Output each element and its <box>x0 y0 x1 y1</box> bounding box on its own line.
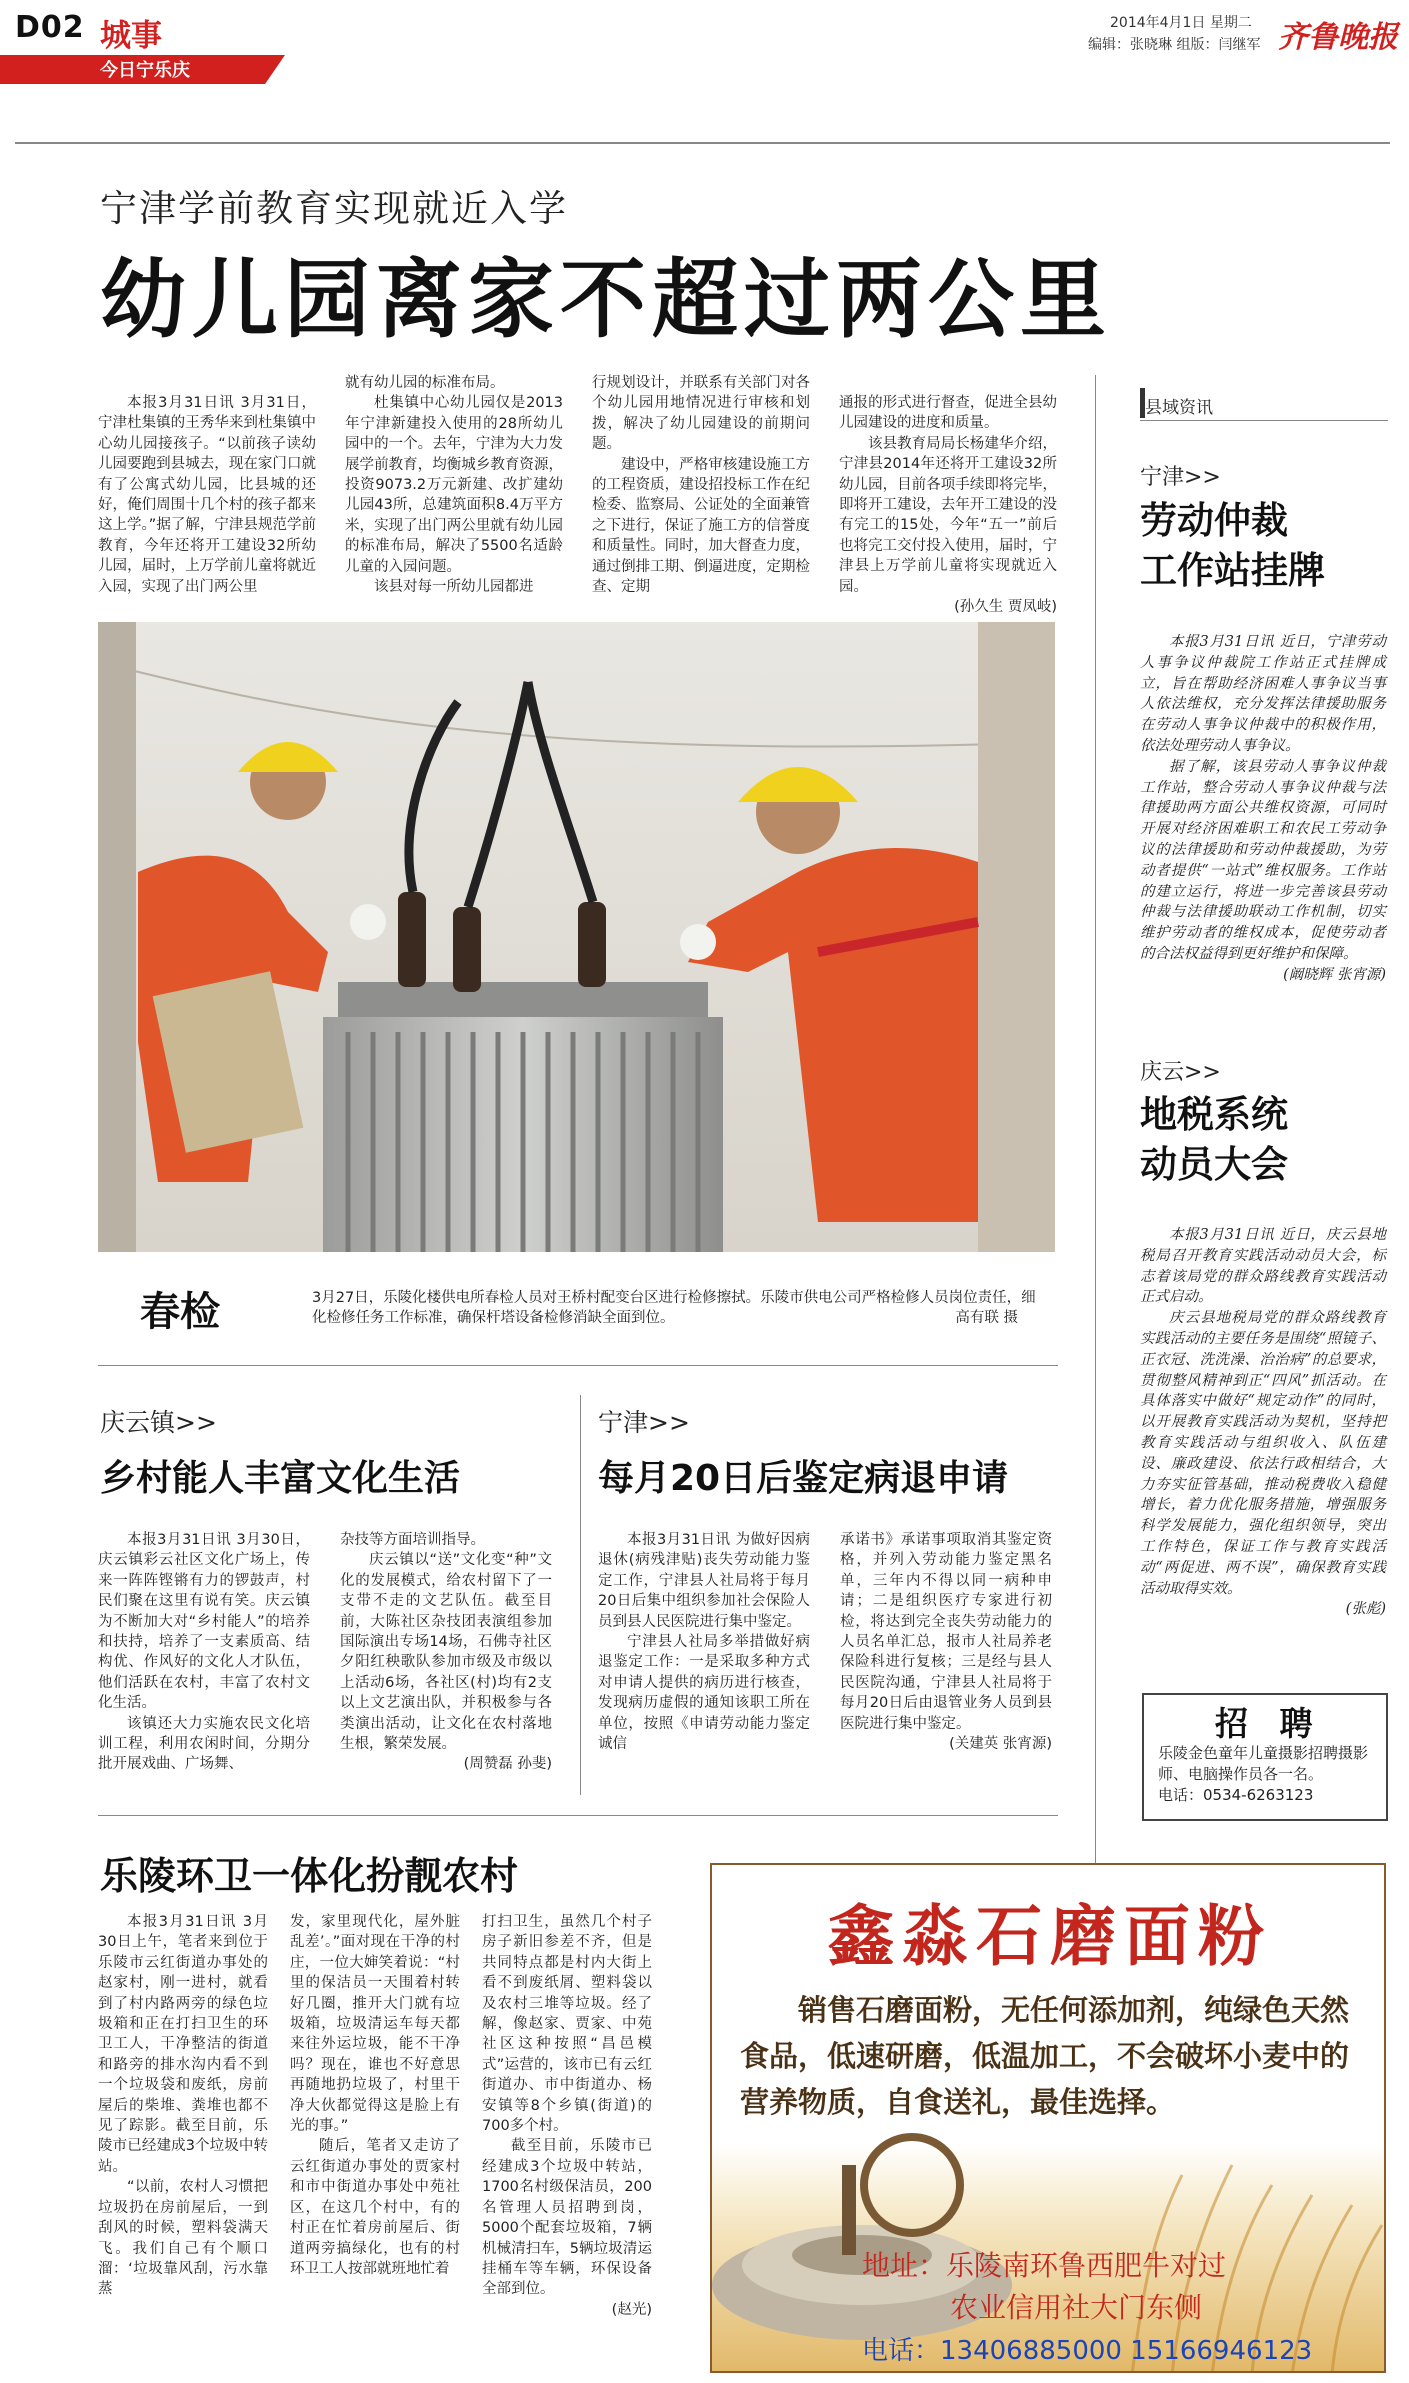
lead-headline: 幼儿园离家不超过两公里 <box>100 250 1112 350</box>
top-rule <box>15 142 1390 144</box>
ad-address-line: 农业信用社大门东侧 <box>950 2291 1203 2324</box>
sidebar-story2-byline: (张彪) <box>1345 1601 1386 1618</box>
lead-paragraph: 行规划设计，并联系有关部门对各个幼儿园用地情况进行审核和划拨，解决了幼儿园建设的前期问题。 <box>592 375 810 453</box>
ad-address-line: 地址：乐陵南环鲁西肥牛对过 <box>862 2249 1227 2282</box>
recruit-phone: 电话：0534-6263123 <box>1158 1786 1314 1804</box>
leling-paragraph: 随后，笔者又走访了云红街道办事处的贾家村和市中街道办事处中苑社区，在这几个村中，有的村正在忙着房前屋后、街道两旁搞绿化，也有的村环卫工人按部就班地忙着 <box>290 2138 460 2277</box>
leling-byline: (赵光) <box>611 2301 652 2318</box>
issue-date: 2014年4月1日 星期二 <box>1110 15 1252 31</box>
leling-column-1 <box>98 1912 268 2300</box>
lead-paragraph: 就有幼儿园的标准布局。 <box>345 375 505 391</box>
photo-title: 春检 <box>140 1289 220 1335</box>
ad-brand: 鑫淼石磨面粉 <box>828 1897 1272 1975</box>
leling-column-2 <box>290 1912 460 2279</box>
lead-column-4 <box>839 393 1057 617</box>
lead-byline: (孙久生 贾凤岐) <box>954 599 1057 616</box>
lead-paragraph: 该县对每一所幼儿园都进 <box>374 579 534 596</box>
lead-kicker: 宁津学前教育实现就近入学 <box>100 187 568 230</box>
ningjin-kicker: 宁津>> <box>598 1408 690 1437</box>
qingyun-paragraph: 本报3月31日讯 3月30日，庆云镇彩云社区文化广场上，传来一阵阵铿锵有力的锣鼓声，村民们聚在这里有说有笑。庆云镇为不断加大对“乡村能人”的培养和扶持，培养了一支素质高、结构优、作风好的文化人才队伍，他们活跃在农村，丰富了农村文化生活。 <box>98 1532 310 1712</box>
qingyun-column-2 <box>340 1530 552 1775</box>
recruit-line: 乐陵金色童年儿童摄影招聘摄影师、电脑操作员各一名。 <box>1158 1744 1369 1783</box>
lead-column-2 <box>345 373 563 597</box>
ad-phone: 电话：13406885000 15166946123 <box>862 2336 1313 2366</box>
recruit-title: 招 聘 <box>1215 1704 1323 1743</box>
ningjin-column-2 <box>840 1530 1052 1754</box>
leling-column-3 <box>482 1912 652 2320</box>
qingyun-paragraph: 该镇还大力实施农民文化培训工程，利用农闲时间，分期分批开展戏曲、广场舞、 <box>98 1715 310 1773</box>
lead-paragraph: 建设中，严格审核建设施工方的工程资质，建设招投标工作在纪检委、监察局、公证处的全面兼管之下进行，保证了施工方的信誉度和质量性。同时，加大督查力度，通过倒排工期、倒逼进度，定期检查、定期 <box>592 456 810 596</box>
section-rule <box>98 1815 1058 1816</box>
editor-credits: 编辑：张晓琳 组版：闫继军 <box>1088 37 1261 53</box>
ningjin-paragraph: 承诺书》承诺事项取消其鉴定资格，并列入劳动能力鉴定黑名单，三年内不得以同一病种申请；二是组织医疗专家进行初检，将达到完全丧失劳动能力的人员名单汇总，报市人社局养老保险科进行复核；三是经与县人民医院沟通，宁津县人社局将于每月20日后由退管业务人员到县医院进行集中鉴定。 <box>840 1532 1052 1732</box>
sidebar-story1-headline <box>1140 496 1325 596</box>
ningjin-column-1 <box>598 1530 810 1754</box>
lead-paragraph: 本报3月31日讯 3月31日，宁津杜集镇的王秀华来到杜集镇中心幼儿园接孩子。“以前孩子读幼儿园要跑到县城去，现在家门口就有了公寓式幼儿园，比县城的还好，俺们周围十几个村的孩子都来这上学。”据了解，宁津县规范学前教育，今年还将开工建设32所幼儿园，届时，上万学前儿童将就近入园，实现了出门两公里 <box>98 395 316 595</box>
section-tag: 今日宁乐庆 <box>100 60 190 81</box>
ad-address <box>862 2245 1362 2329</box>
column-rule <box>580 1395 581 1795</box>
qingyun-paragraph: 庆云镇以“送”文化变“种”文化的发展模式，给农村留下了一支带不走的文艺队伍。截至目前，大陈社区杂技团表演组参加国际演出专场14场，石佛寺社区夕阳红秧歌队参加市级及市级以上活动6场，各社区(村)均有2支以上文艺演出队，并积极参与各类演出活动，让文化在农村落地生根，繁荣发展。 <box>340 1552 552 1753</box>
lead-paragraph: 该县教育局局长杨建华介绍，宁津县2014年还将开工建设32所幼儿园，目前各项手续即将完毕，即将开工建设，去年开工建设的没有完工的15处，今年“五一”前后也将完工交付投入使用，届时，宁津县上万学前儿童将实现就近入园。 <box>839 435 1057 595</box>
ningjin-headline: 每月20日后鉴定病退申请 <box>598 1458 1009 1499</box>
leling-headline: 乐陵环卫一体化扮靓农村 <box>100 1854 519 1898</box>
headline-line: 工作站挂牌 <box>1140 549 1325 592</box>
sidebar-story1-kicker: 宁津>> <box>1140 465 1221 490</box>
photo-credit: 高有联 摄 <box>955 1310 1018 1326</box>
lead-paragraph: 杜集镇中心幼儿园仅是2013年宁津新建投入使用的28所幼儿园中的一个。去年，宁津为大力发展学前教育，均衡城乡教育资源，投资9073.2万元新建、改扩建幼儿园43所，总建筑面积8.4万平方米，实现了出门两公里就有幼儿园的标准布局，解决了5500名适龄儿童的入园问题。 <box>345 395 563 575</box>
ad-slogan: 销售石磨面粉，无任何添加剂，纯绿色天然食品，低速研磨，低温加工，不会破坏小麦中的营养物质，自食送礼，最佳选择。 <box>740 1993 1350 2119</box>
recruit-text <box>1158 1743 1383 1806</box>
lead-column-3 <box>592 373 810 597</box>
sidebar-story2-kicker: 庆云>> <box>1140 1060 1221 1085</box>
sidebar-story1-byline: (阚晓辉 张宵源) <box>1283 966 1386 983</box>
lead-column-1 <box>98 393 316 597</box>
qingyun-byline: (周赞磊 孙斐) <box>463 1756 552 1773</box>
qingyun-column-1 <box>98 1530 310 1775</box>
newspaper-logo: 齐鲁晚报 <box>1278 20 1398 55</box>
sidebar-paragraph: 据了解，该县劳动人事争议仲裁工作站，整合劳动人事争议仲裁与法律援助两方面公共维权资源，可同时开展对经济困难职工和农民工劳动争议的法律援助和劳动仲裁援助，为劳动者提供“一站式”维权服务。工作站的建立运行，将进一步完善该县劳动仲裁与法律援助联动工作机制，切实维护劳动者的维权成本，促使劳动者的合法权益得到更好维护和保障。 <box>1140 758 1386 962</box>
headline-line: 动员大会 <box>1140 1143 1288 1186</box>
headline-line: 地税系统 <box>1140 1093 1288 1136</box>
sidebar-paragraph: 本报3月31日讯 近日，宁津劳动人事争议仲裁院工作站正式挂牌成立，旨在帮助经济困难人事争议当事人依法维权，充分发挥法律援助服务在劳动人事争议仲裁中的积极作用，依法处理劳动人事争议。 <box>1140 634 1386 754</box>
sidebar-rule <box>1140 420 1388 421</box>
sidebar-paragraph: 庆云县地税局党的群众路线教育实践活动的主要任务是围绕“照镜子、正衣冠、洗洗澡、治治病”的总要求，贯彻整风精神到正“四风”抓活动。在具体落实中做好“规定动作”的同时，以开展教育实践活动为契机，坚持把教育实践活动与组织收入、队伍建设、廉政建设、依法行政相结合，大力夯实征管基础，推动税费收入稳健增长，着力优化服务措施，增强服务科学发展能力，强化组织领导，突出工作特色，保证工作与教育实践活动“两促进、两不误”，确保教育实践活动取得实效。 <box>1140 1310 1386 1597</box>
leling-paragraph: 截至目前，乐陵市已经建成3个垃圾中转站，1700名村级保洁员，200名管理人员招聘到岗，5000个配套垃圾箱，7辆机械清扫车，5辆垃圾清运挂桶车等车辆，环保设备全部到位。 <box>482 2138 652 2298</box>
section-name: 城事 <box>100 18 162 54</box>
qingyun-paragraph: 杂技等方面培训指导。 <box>340 1532 485 1548</box>
sidebar-paragraph: 本报3月31日讯 近日，庆云县地税局召开教育实践活动动员大会，标志着该局党的群众路线教育实践活动正式启动。 <box>1140 1227 1386 1306</box>
ningjin-byline: (关建英 张宵源) <box>949 1736 1052 1753</box>
news-photo <box>98 622 1055 1252</box>
leling-paragraph: 发，家里现代化，屋外脏乱差’。”面对现在干净的村庄，一位大婶笑着说：“村里的保洁员一天围着村转好几圈，推开大门就有垃圾箱，垃圾清运车每天都来往外运垃圾，能不干净吗？现在，谁也不好意思再随地扔垃圾了，村里干净大伙都觉得这是脸上有光的事。” <box>290 1914 460 2135</box>
ningjin-paragraph: 宁津县人社局多举措做好病退鉴定工作：一是采取多种方式对申请人提供的病历进行核查，发现病历虚假的通知该职工所在单位，按照《申请劳动能力鉴定诚信 <box>598 1634 810 1753</box>
qingyun-headline: 乡村能人丰富文化生活 <box>100 1458 461 1499</box>
lead-paragraph: 通报的形式进行督查，促进全县幼儿园建设的进度和质量。 <box>839 395 1057 432</box>
leling-paragraph: 本报3月31日讯 3月30日上午，笔者来到位于乐陵市云红街道办事处的赵家村，刚一进村，就看到了村内路两旁的绿色垃圾箱和正在打扫卫生的环卫工人，干净整洁的街道和路旁的排水沟内看不到一个垃圾袋和废纸，房前屋后的柴堆、粪堆也都不见了踪影。截至目前，乐陵市已经建成3个垃圾中转站。 <box>98 1914 268 2175</box>
ningjin-paragraph: 本报3月31日讯 为做好因病退休(病残津贴)丧失劳动能力鉴定工作，宁津县人社局将于每月20日后集中组织参加社会保险人员到县人民医院进行集中鉴定。 <box>598 1532 810 1630</box>
sidebar-story2-headline <box>1140 1090 1288 1190</box>
sidebar-story2-body <box>1140 1225 1386 1620</box>
flour-advertisement <box>710 1863 1386 2373</box>
photo-caption-text: 3月27日，乐陵化楼供电所春检人员对王桥村配变台区进行检修擦拭。乐陵市供电公司严格检修人员岗位责任，细化检修任务工作标准，确保杆塔设备检修消缺全面到位。 <box>312 1290 1036 1326</box>
photo-caption <box>312 1288 1048 1328</box>
sidebar-story1-body <box>1140 632 1386 986</box>
section-rule <box>98 1365 1058 1366</box>
sidebar-label: 县域资讯 <box>1145 398 1213 418</box>
headline-line: 劳动仲裁 <box>1140 499 1288 542</box>
page-number: D02 <box>15 10 85 45</box>
qingyun-kicker: 庆云镇>> <box>100 1408 217 1437</box>
leling-paragraph: “以前，农村人习惯把垃圾扔在房前屋后，一到刮风的时候，塑料袋满天飞。我们自己有个顺口溜：‘垃圾靠风刮，污水靠蒸 <box>98 2179 268 2298</box>
workers-transformer-illustration <box>98 622 1055 1252</box>
leling-paragraph: 打扫卫生，虽然几个村子房子新旧参差不齐，但是共同特点都是村内大街上看不到废纸屑、塑料袋以及农村三堆等垃圾。经了解，像赵家、贾家、中苑社区这种按照“昌邑模式”运营的，该市已有云红街道办、市中街道办、杨安镇等8个乡镇(街道)的700多个村。 <box>482 1914 652 2135</box>
